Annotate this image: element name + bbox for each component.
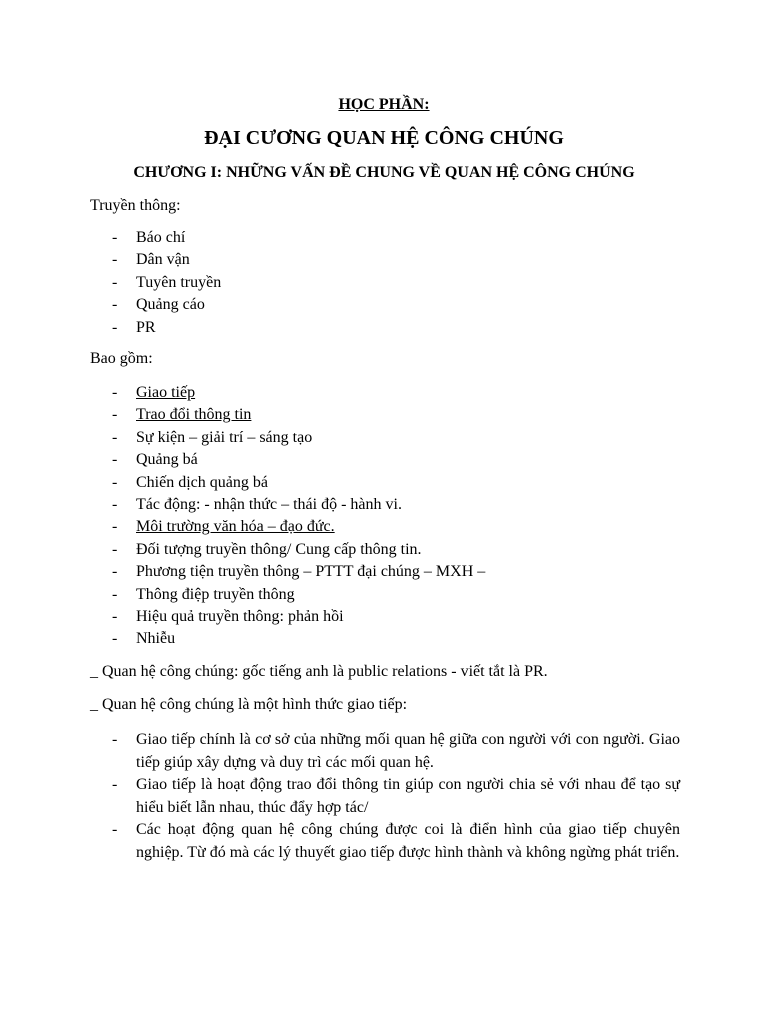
bullet-dash: - — [112, 428, 118, 446]
list-item — [90, 427, 680, 449]
list-item — [90, 628, 680, 650]
list-item-text: Giao tiếp — [136, 384, 196, 401]
list-item — [90, 516, 680, 538]
bullet-dash: - — [112, 273, 118, 291]
list-item — [90, 774, 680, 819]
paragraph-pr-definition: _ Quan hệ công chúng: gốc tiếng anh là public relations - viết tắt là PR. — [90, 663, 548, 680]
list-item-text: Trao đổi thông tin — [136, 406, 252, 424]
bullet-dash: - — [112, 563, 118, 581]
list-item — [90, 227, 680, 249]
bullet-dash: - — [112, 296, 118, 314]
includes-list — [90, 382, 680, 651]
list-item — [90, 317, 680, 339]
bullet-dash: - — [112, 318, 118, 336]
bullet-dash: - — [112, 473, 118, 491]
bullet-dash: - — [112, 608, 118, 626]
list-item — [90, 272, 680, 294]
list-item-text: Giao tiếp là hoạt động trao đổi thông tin giúp con người chia sẻ với nhau để tạo sự hiểu biết lẫn nhau, thúc đẩy hợp tác/ — [136, 776, 680, 816]
list-item — [90, 382, 680, 404]
list-item — [90, 472, 680, 494]
course-label: HỌC PHẦN: — [338, 96, 430, 113]
list-item-text: Môi trường văn hóa – đạo đức. — [136, 518, 335, 536]
list-item — [90, 539, 680, 561]
list-item-text: PR — [136, 318, 156, 336]
bullet-dash: - — [112, 776, 118, 793]
list-item — [90, 584, 680, 606]
list-item-text: Quảng bá — [136, 451, 198, 469]
bullet-dash: - — [112, 496, 118, 514]
list-item-text: Sự kiện – giải trí – sáng tạo — [136, 428, 313, 446]
bullet-dash: - — [112, 406, 118, 424]
list-item-text: Giao tiếp chính là cơ sở của những mối quan hệ giữa con người với con người. Giao tiếp giúp xây dựng và duy trì các mối quan hệ. — [136, 731, 680, 771]
list-item-text: Nhiễu — [136, 630, 176, 648]
list-item — [90, 404, 680, 426]
paragraph-pr-communication: _ Quan hệ công chúng là một hình thức giao tiếp: — [90, 696, 408, 713]
section-intro-bao-gom: Bao gồm: — [90, 350, 153, 367]
bullet-dash: - — [112, 585, 118, 603]
media-list — [90, 227, 680, 339]
list-item — [90, 819, 680, 864]
list-item — [90, 249, 680, 271]
bullet-dash: - — [112, 384, 118, 401]
list-item-text: Thông điệp truyền thông — [136, 585, 295, 603]
bullet-dash: - — [112, 731, 118, 748]
communication-list — [90, 729, 680, 864]
bullet-dash: - — [112, 821, 118, 838]
list-item-text: Dân vận — [136, 251, 190, 269]
bullet-dash: - — [112, 251, 118, 269]
list-item — [90, 294, 680, 316]
bullet-dash: - — [112, 518, 118, 536]
list-item — [90, 729, 680, 774]
list-item-text: Hiệu quả truyền thông: phản hồi — [136, 608, 344, 626]
list-item-text: Tuyên truyền — [136, 273, 222, 291]
list-item-text: Chiến dịch quảng bá — [136, 473, 268, 491]
list-item — [90, 494, 680, 516]
bullet-dash: - — [112, 229, 118, 246]
chapter-title: CHƯƠNG I: NHỮNG VẤN ĐỀ CHUNG VỀ QUAN HỆ CÔNG CHÚNG — [133, 164, 635, 181]
list-item-text: Đối tượng truyền thông/ Cung cấp thông tin. — [136, 540, 422, 558]
list-item-text: Các hoạt động quan hệ công chúng được coi là điển hình của giao tiếp chuyên nghiệp. Từ đó mà các lý thuyết giao tiếp được hình thành và không ngừng phát triển. — [136, 821, 680, 861]
list-item-text: Phương tiện truyền thông – PTTT đại chúng – MXH – — [136, 563, 486, 581]
list-item-text: Báo chí — [136, 229, 186, 246]
list-item — [90, 606, 680, 628]
section-intro-truyen-thong: Truyền thông: — [90, 197, 181, 214]
bullet-dash: - — [112, 451, 118, 469]
list-item — [90, 561, 680, 583]
course-title: ĐẠI CƯƠNG QUAN HỆ CÔNG CHÚNG — [204, 127, 564, 149]
list-item-text: Tác động: - nhận thức – thái độ - hành vi. — [136, 496, 402, 514]
bullet-dash: - — [112, 540, 118, 558]
list-item — [90, 449, 680, 471]
bullet-dash: - — [112, 630, 118, 648]
list-item-text: Quảng cáo — [136, 296, 205, 314]
